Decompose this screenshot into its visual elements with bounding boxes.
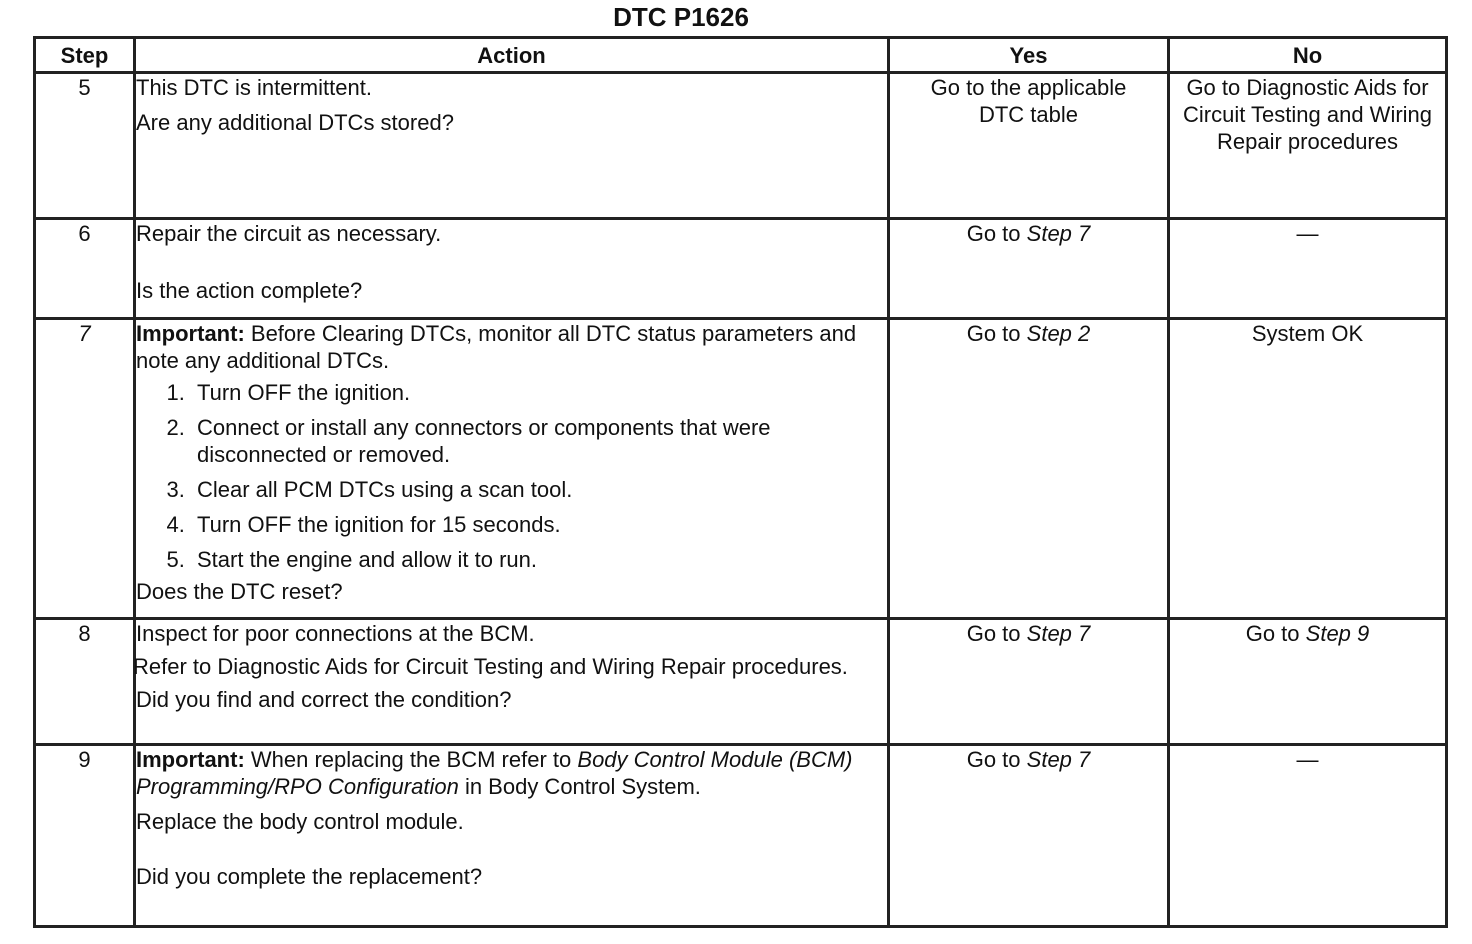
action-question: Does the DTC reset?	[136, 579, 343, 604]
table-row	[35, 219, 1447, 319]
action-cell	[135, 219, 889, 319]
table-row	[35, 319, 1447, 619]
yes-step-link: Step 7	[1026, 221, 1091, 246]
action-question: Did you find and correct the condition?	[136, 687, 512, 712]
page-title: DTC P1626	[613, 2, 749, 32]
header-no: No	[1169, 38, 1447, 73]
header-row	[35, 38, 1447, 73]
action-cell	[135, 745, 889, 927]
yes-cell	[889, 619, 1169, 745]
action-text: Repair the circuit as necessary.	[136, 221, 442, 246]
yes-step-link: Step 2	[1026, 321, 1091, 346]
important-label: Important:	[136, 747, 245, 772]
important-text: in Body Control System.	[464, 774, 701, 799]
action-cell	[135, 619, 889, 745]
yes-cell	[889, 745, 1169, 927]
no-text: —	[1296, 747, 1319, 772]
important-reference: Body Control Module (BCM) Programming/RPO Configuration	[136, 747, 853, 799]
no-text: Go to Diagnostic Aids for Circuit Testing and Wiring Repair procedures	[1182, 75, 1433, 154]
no-cell	[1169, 619, 1447, 745]
action-text: Replace the body control module.	[136, 809, 464, 834]
yes-cell	[889, 219, 1169, 319]
table-row	[35, 73, 1447, 219]
step-number: 5	[35, 73, 135, 219]
no-prefix: Go to	[1245, 621, 1300, 646]
no-cell	[1169, 73, 1447, 219]
list-item: 1. Turn OFF the ignition.	[191, 379, 887, 406]
yes-step-link: Step 7	[1026, 621, 1091, 646]
no-step-link: Step 9	[1305, 621, 1370, 646]
important-text: Before Clearing DTCs, monitor all DTC status parameters and note any additional DTCs.	[136, 321, 857, 373]
action-cell	[135, 319, 889, 619]
action-cell	[135, 73, 889, 219]
list-item: 3. Clear all PCM DTCs using a scan tool.	[191, 476, 887, 503]
yes-cell	[889, 73, 1169, 219]
yes-prefix: Go to	[966, 321, 1021, 346]
action-question: Are any additional DTCs stored?	[136, 110, 454, 135]
important-note	[136, 746, 887, 800]
action-text: This DTC is intermittent.	[136, 75, 372, 100]
list-item: 4. Turn OFF the ignition for 15 seconds.	[191, 511, 887, 538]
no-text: System OK	[1251, 321, 1364, 346]
yes-prefix: Go to	[966, 747, 1021, 772]
step-number: 8	[35, 619, 135, 745]
action-question: Did you complete the replacement?	[136, 864, 483, 889]
yes-step-link: Step 7	[1026, 747, 1091, 772]
no-cell	[1169, 319, 1447, 619]
diagnostic-table	[33, 36, 1448, 928]
no-cell	[1169, 219, 1447, 319]
step-number: 6	[35, 219, 135, 319]
important-text: When replacing the BCM refer to	[250, 747, 572, 772]
no-text: —	[1296, 221, 1319, 246]
important-label: Important:	[136, 321, 245, 346]
action-text: Inspect for poor connections at the BCM.	[136, 621, 535, 646]
no-cell	[1169, 745, 1447, 927]
table-row	[35, 619, 1447, 745]
header-step: Step	[35, 38, 135, 73]
important-note	[136, 320, 887, 374]
header-yes: Yes	[889, 38, 1169, 73]
list-item: 5. Start the engine and allow it to run.	[191, 546, 887, 573]
yes-prefix: Go to	[966, 621, 1021, 646]
header-action: Action	[135, 38, 889, 73]
yes-text: Go to the applicable DTC table	[930, 75, 1127, 127]
step-number: 7	[35, 319, 135, 619]
step-number: 9	[35, 745, 135, 927]
table-row	[35, 745, 1447, 927]
yes-prefix: Go to	[966, 221, 1021, 246]
yes-cell	[889, 319, 1169, 619]
procedure-list	[136, 379, 887, 573]
action-text: Refer to Diagnostic Aids for Circuit Testing and Wiring Repair procedures.	[133, 654, 848, 679]
list-item: 2. Connect or install any connectors or components that were disconnected or removed.	[191, 414, 887, 468]
action-question: Is the action complete?	[136, 278, 363, 303]
